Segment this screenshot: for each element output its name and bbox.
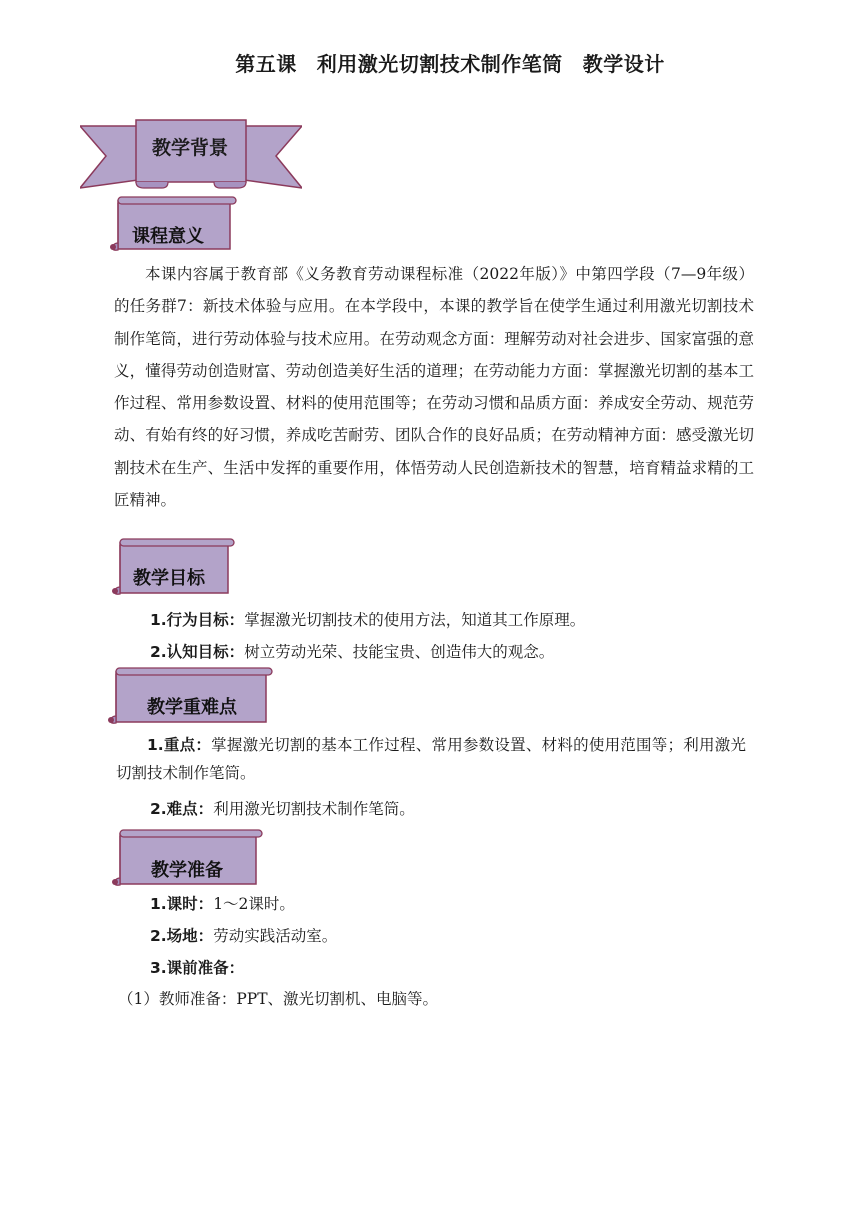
keypoint-item-1-text: 掌握激光切割的基本工作过程、常用参数设置、材料的使用范围等；利用激光切割技术制作笔筒。: [116, 736, 746, 782]
keypoint-item-2: [150, 797, 415, 819]
goal-item-1: [150, 608, 585, 630]
preparation-item-2-label: 2.场地：: [150, 927, 214, 945]
keypoint-item-1-label: 1.重点：: [147, 736, 212, 754]
goal-item-2-label: 2.认知目标：: [150, 643, 245, 661]
goal-item-1-text: 掌握激光切割技术的使用方法，知道其工作原理。: [244, 611, 586, 629]
goals-heading: 教学目标: [133, 568, 205, 589]
preparation-item-1-label: 1.课时：: [150, 895, 214, 913]
preparation-item-1: [150, 892, 295, 914]
title-lesson: 第五课: [235, 52, 297, 76]
title-suffix: 教学设计: [582, 52, 665, 76]
preparation-heading: 教学准备: [151, 860, 223, 881]
title-topic: 利用激光切割技术制作笔筒: [316, 52, 563, 76]
keypoint-item-1: [116, 731, 746, 787]
preparation-item-3: [150, 956, 244, 978]
background-heading: 教学背景: [151, 137, 228, 159]
keypoints-heading: 教学重难点: [147, 697, 237, 718]
significance-paragraph: 本课内容属于教育部《义务教育劳动课程标准（2022年版）》中第四学段（7—9年级）的任务群7：新技术体验与应用。在本学段中，本课的教学旨在使学生通过利用激光切割技术制作笔筒，进行劳动体验与技术应用。在劳动观念方面：理解劳动对社会进步、国家富强的意义，懂得劳动创造财富、劳动创造美好生活的道理；在劳动能力方面：掌握激光切割的基本工作过程、常用参数设置、材料的使用范围等；在劳动习惯和品质方面：养成安全劳动、规范劳动、有始有终的好习惯，养成吃苦耐劳、团队合作的良好品质；在劳动精神方面：感受激光切割技术在生产、生活中发挥的重要作用，体悟劳动人民创造新技术的智慧，培育精益求精的工匠精神。: [114, 265, 754, 510]
significance-heading: 课程意义: [132, 226, 204, 247]
page-title: [0, 48, 860, 77]
preparation-item-2: [150, 924, 337, 946]
preparation-item-1-text: 1～2课时。: [213, 895, 295, 913]
preparation-sub-item: （1）教师准备：PPT、激光切割机、电脑等。: [118, 990, 439, 1008]
goal-item-2-text: 树立劳动光荣、技能宝贵、创造伟大的观念。: [244, 643, 555, 661]
keypoint-item-2-text: 利用激光切割技术制作笔筒。: [213, 800, 415, 818]
preparation-item-3-label: 3.课前准备：: [150, 959, 245, 977]
preparation-item-2-text: 劳动实践活动室。: [213, 927, 338, 945]
goal-item-1-label: 1.行为目标：: [150, 611, 245, 629]
goal-item-2: [150, 640, 554, 662]
keypoint-item-2-label: 2.难点：: [150, 800, 214, 818]
